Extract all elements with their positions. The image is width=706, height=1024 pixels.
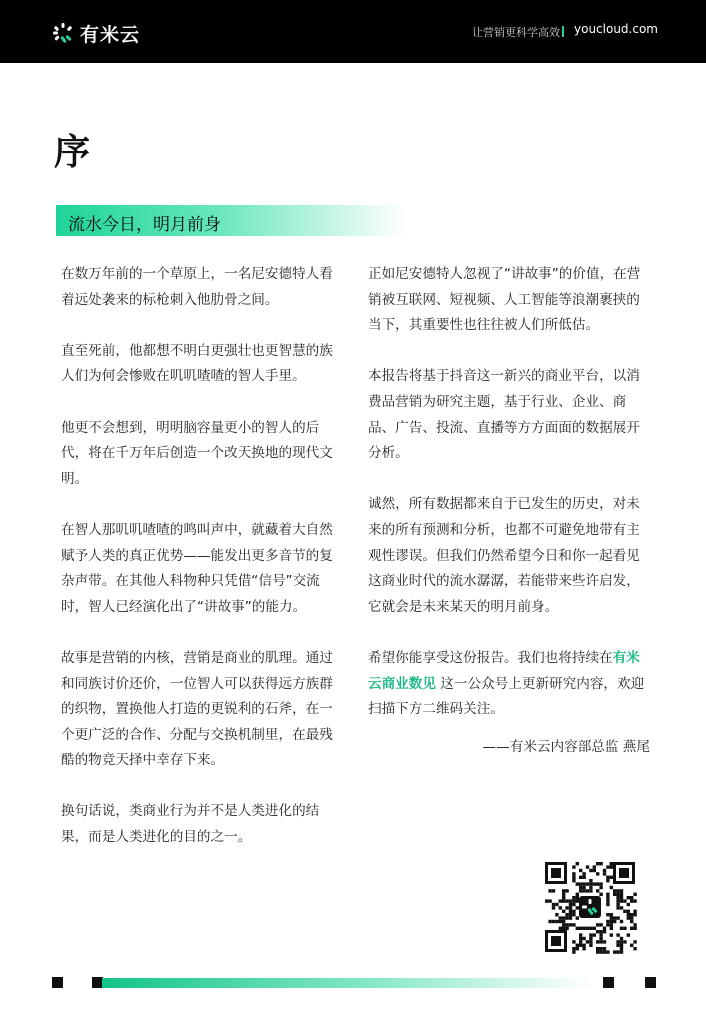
youcloud-logo-icon [52,22,74,44]
footer-square-right [603,977,614,988]
closing-text-after: 这一公众号上更新研究内容，欢迎扫描下方二维码关注。 [368,675,645,718]
brand-name: 有米云 [80,23,141,46]
footer-square-left [52,977,63,988]
paragraph: 本报告将基于抖音这一新兴的商业平台，以消费品营销为研究主题，基于行业、企业、商品、广告、投流、直播等方方面面的数据展开分析。 [368,368,640,462]
footer-gradient-bar [102,978,592,988]
footer-square-right-2 [645,977,656,988]
top-header-bar [0,0,706,63]
closing-paragraph [368,646,650,723]
brand-logo[interactable] [52,20,140,46]
right-text-column [368,262,650,786]
left-text-column [61,262,338,876]
section-banner [56,205,406,236]
paragraph: 在数万年前的一个草原上，一名尼安德特人看着远处袭来的标枪刺入他肋骨之间。 [61,266,333,308]
wechat-account-name: 有米云商业数见 [368,649,640,692]
header-divider [562,26,564,37]
qr-code-icon[interactable] [543,860,637,954]
header-domain-link[interactable]: youcloud.com [574,22,658,36]
paragraph: 正如尼安德特人忽视了“讲故事”的价值，在营销被互联网、短视频、人工智能等浪潮裹挟的当下，其重要性也往往被人们所低估。 [368,266,641,334]
paragraph: 诚然，所有数据都来自于已发生的历史，对未来的所有预测和分析，也都不可避免地带有主观性谬误。但我们仍然希望今日和你一起看见这商业时代的流水潺潺，若能带来些许启发，它就会是未来某天的明月前身。 [368,496,640,615]
signature: ——有米云内容部总监 燕尾 [482,738,650,755]
paragraph: 在智人那叽叽喳喳的鸣叫声中，就藏着大自然赋予人类的真正优势——能发出更多音节的复杂声带。在其他人科物种只凭借“信号”交流时，智人已经演化出了“讲故事”的能力。 [61,521,333,615]
paragraph: 故事是营销的内核，营销是商业的肌理。通过和同族讨价还价，一位智人可以获得远方族群的织物，置换他人打造的更锐利的石斧，在一个更广泛的合作、分配与交换机制里，在最残酷的物竞天择中幸存下来。 [61,649,333,769]
paragraph: 他更不会想到，明明脑容量更小的智人的后代，将在千万年后创造一个改天换地的现代文明。 [61,419,333,487]
paragraph: 直至死前，他都想不明白更强壮也更智慧的族人们为何会惨败在叽叽喳喳的智人手里。 [61,342,333,385]
page-title: 序 [54,132,91,173]
paragraph: 换句话说，类商业行为并不是人类进化的结果，而是人类进化的目的之一。 [61,803,320,846]
section-banner-title: 流水今日，明月前身 [68,215,221,235]
header-tagline: 让营销更科学高效 [472,26,560,39]
closing-text-before: 希望你能享受这份报告。我们也将持续在 [368,649,613,666]
